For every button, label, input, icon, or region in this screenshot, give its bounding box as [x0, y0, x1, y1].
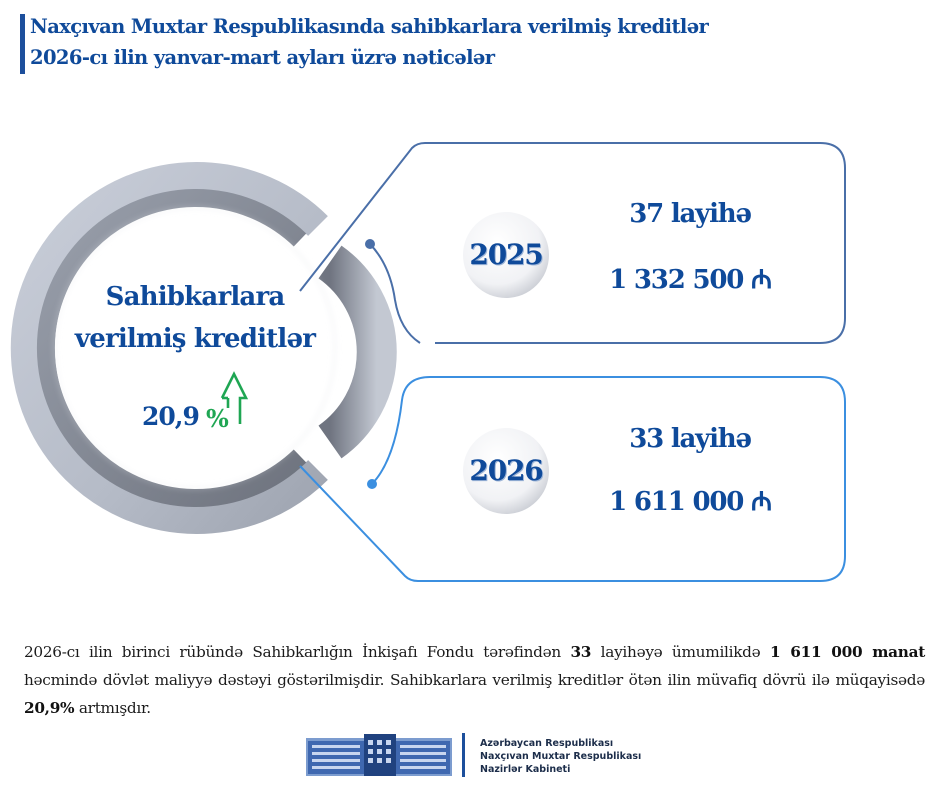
page-title: Naxçıvan Muxtar Respublikasında sahibkarlara verilmiş kreditlər — [30, 15, 709, 38]
projects-2025: 37 layihə — [629, 199, 751, 229]
amount-2026: 1 611 000 ₼ — [609, 487, 771, 517]
government-building-icon — [306, 734, 452, 778]
growth-percent-sign: % — [206, 404, 229, 433]
org-line1: Azərbaycan Respublikası — [480, 738, 614, 749]
footer-divider — [462, 733, 465, 777]
amount-2025: 1 332 500 ₼ — [609, 265, 771, 295]
center-label-line1: Sahibkarlara — [105, 282, 285, 312]
center-label-line2: verilmiş kreditlər — [74, 324, 316, 354]
projects-2026: 33 layihə — [629, 424, 751, 454]
org-line3: Nazirlər Kabineti — [480, 764, 571, 775]
growth-value: 20,9 — [142, 402, 199, 431]
org-line2: Naxçıvan Muxtar Respublikası — [480, 751, 642, 762]
summary-paragraph: 2026-cı ilin birinci rübündə Sahibkarlığın İnkişafı Fondu tərəfindən 33 layihəyə ümumilikdə 1 611 000 manat həcmində dövlət maliyyə dəstəyi göstərilmişdir. Sahibkarlara verilmiş kreditlər ötən ilin müvafiq dövrü ilə müqayisədə 20,9% artmışdır. — [24, 643, 925, 717]
right-arc-segment — [330, 262, 377, 442]
year-label-2026: 2026 — [469, 454, 543, 487]
year-label-2025: 2025 — [469, 238, 543, 271]
page-subtitle: 2026-cı ilin yanvar-mart ayları üzrə nəticələr — [30, 46, 495, 69]
